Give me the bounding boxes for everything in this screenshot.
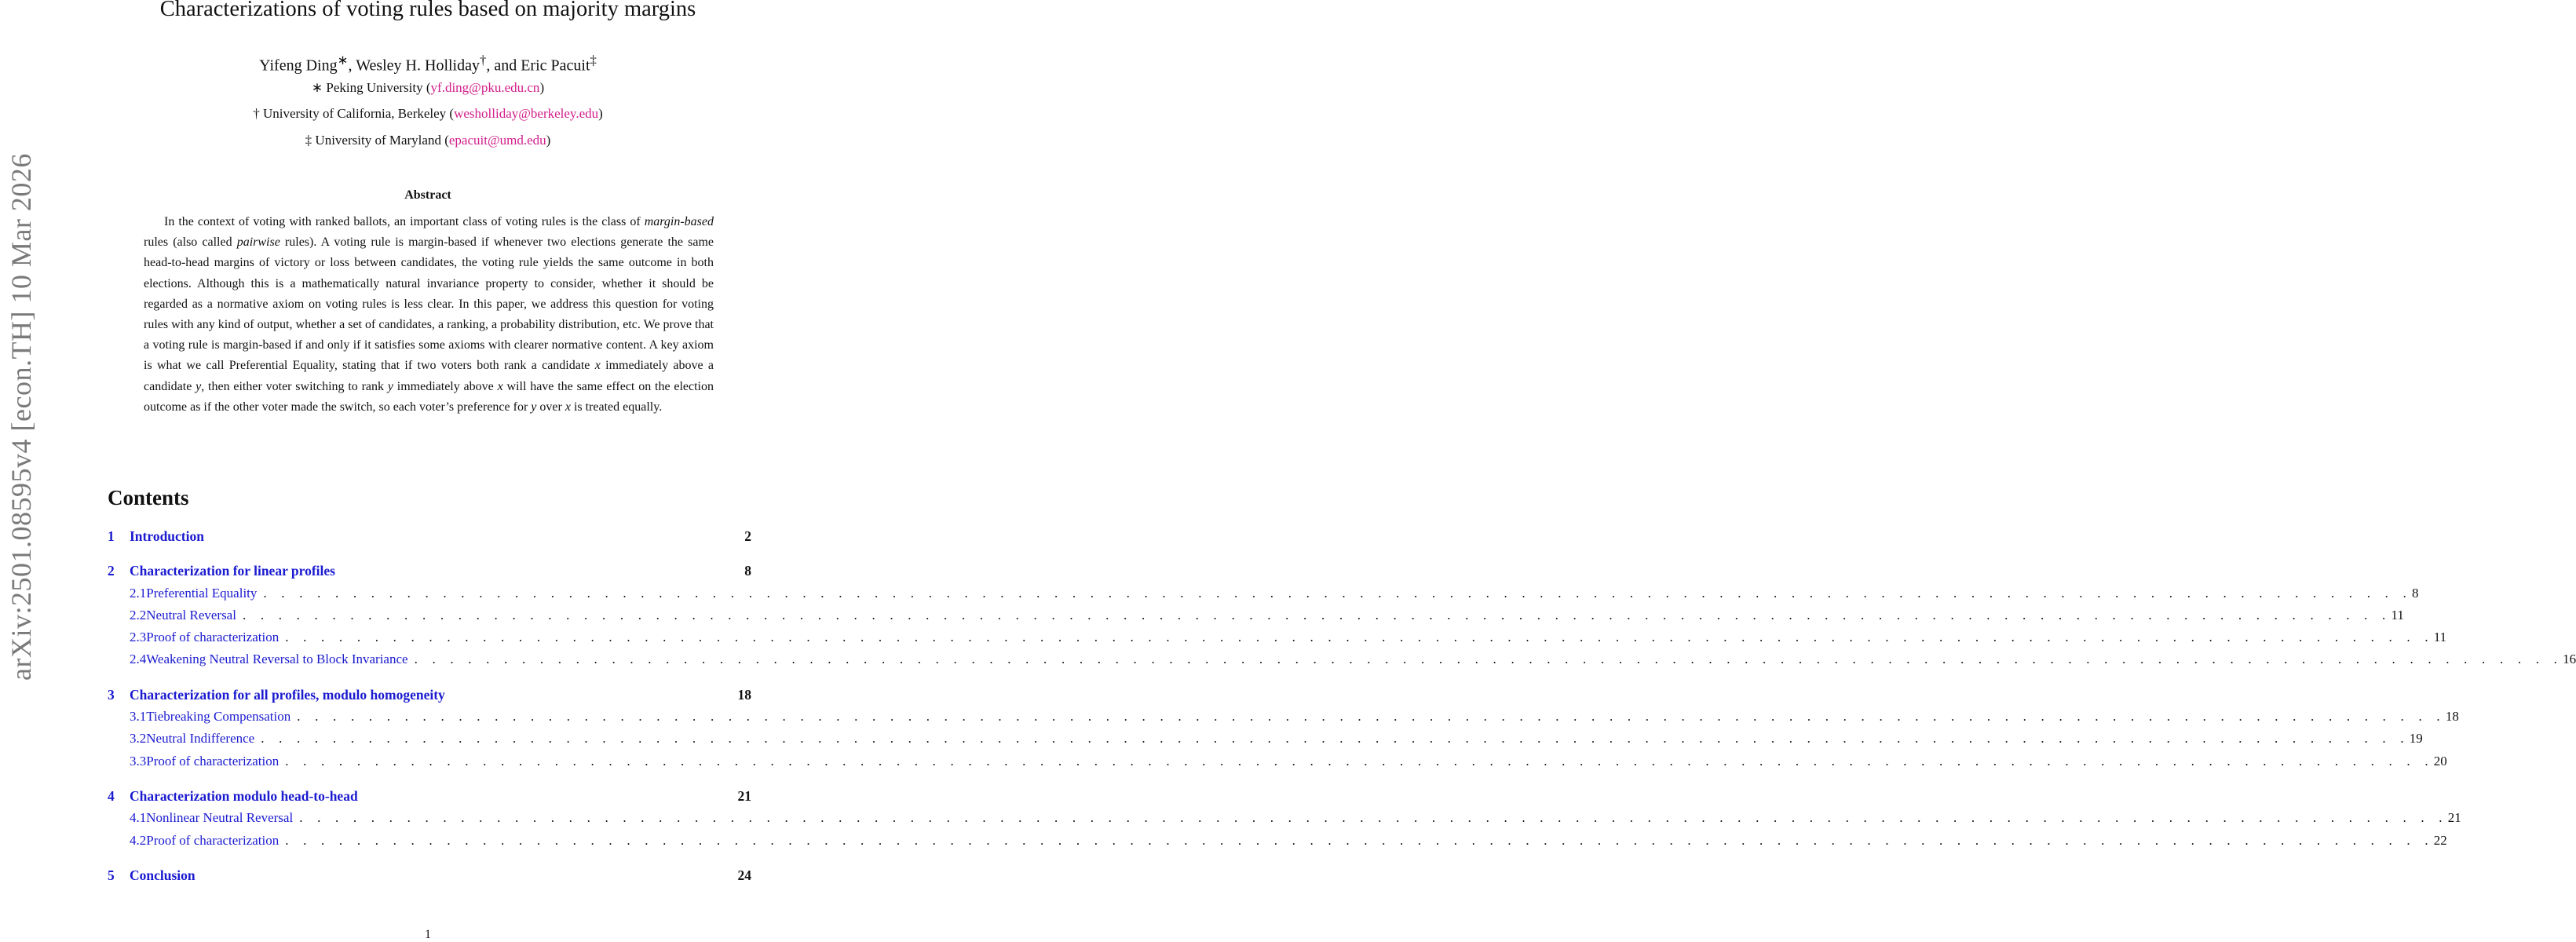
toc-section-entry[interactable] <box>108 563 751 585</box>
toc-subsection-number[interactable]: 3.1 <box>130 709 147 725</box>
toc-page-number: 16 <box>2563 652 2576 667</box>
toc-section-entry[interactable] <box>108 687 751 709</box>
affiliation-institution: Peking University <box>326 80 423 95</box>
toc-section-entry[interactable] <box>108 788 751 810</box>
toc-section <box>108 867 751 889</box>
affiliation-mark: ∗ <box>311 80 323 95</box>
toc-leader-dots: . . . . . . . . . . . . . . . . . . . . . . . . . . . . . . . . . . . . . . . . . . . . . . . . . . . . . . . . . . . . . . . . . . . . . . . . . . . . . . . . . . . . . . . . . . . . . . . . . . . . . . . . . . . . . . . . . . . . . . . . <box>263 585 2412 601</box>
toc-subsection-number[interactable]: 3.3 <box>130 753 147 769</box>
author-list: Yifeng Ding∗, Wesley H. Holliday†, and Eric Pacuit‡ <box>259 53 597 75</box>
toc-subsection-number[interactable]: 2.3 <box>130 630 147 645</box>
toc-section <box>108 787 2461 855</box>
toc-leader-dots: . . . . . . . . . . . . . . . . . . . . . . . . . . . . . . . . . . . . . . . . . . . . . . . . . . . . . . . . . . . . . . . . . . . . . . . . . . . . . . . . . . . . . . . . . . . . . . . . . . . . . . . . . . . . . . . . . . . . . . . . <box>285 832 2434 848</box>
toc-subsection-entry[interactable] <box>108 731 2423 753</box>
affiliation-mark: ‡ <box>305 133 312 148</box>
toc-page-number: 22 <box>2433 832 2447 848</box>
toc-section-number[interactable]: 2 <box>108 563 115 579</box>
toc-subsection-title[interactable]: Proof of characterization <box>146 630 280 645</box>
toc-page-number: 24 <box>737 867 751 883</box>
toc-subsection-entry[interactable] <box>108 652 2576 674</box>
toc-leader-dots: . . . . . . . . . . . . . . . . . . . . . . . . . . . . . . . . . . . . . . . . . . . . . . . . . . . . . . . . . . . . . . . . . . . . . . . . . . . . . . . . . . . . . . . . . . . . . . . . . . . . . . . . . . . . . . . . . . . . . . . . <box>242 607 2391 623</box>
toc-page-number: 20 <box>2433 753 2447 769</box>
toc-leader-dots: . . . . . . . . . . . . . . . . . . . . . . . . . . . . . . . . . . . . . . . . . . . . . . . . . . . . . . . . . . . . . . . . . . . . . . . . . . . . . . . . . . . . . . . . . . . . . . . . . . . . . . . . . . . . . . . . . . . . . . . . <box>297 709 2446 725</box>
toc-page-number: 18 <box>737 686 751 703</box>
toc-page-number: 18 <box>2445 709 2459 725</box>
toc-subsection-number[interactable]: 4.1 <box>130 810 147 826</box>
toc-subsection-title[interactable]: Proof of characterization <box>146 832 280 848</box>
toc-subsection-number[interactable]: 4.2 <box>130 832 147 848</box>
toc-page-number: 19 <box>2409 731 2423 747</box>
toc-subsection-title[interactable]: Nonlinear Neutral Reversal <box>146 810 294 826</box>
toc-subsection-entry[interactable] <box>108 810 2461 832</box>
affiliation-institution: University of Maryland <box>315 133 441 148</box>
toc-leader-dots: . . . . . . . . . . . . . . . . . . . . . . . . . . . . . . . . . . . . . . . . . . . . . . . . . . . . . . . . . . . . . . . . . . . . . . . . . . . . . . . . . . . . . . . . . . . . . . . . . . . . . . . . . . . . . . . . . . . . . . . . <box>414 652 2563 667</box>
toc-subsection-entry[interactable] <box>108 753 2447 776</box>
toc-section <box>108 528 751 550</box>
toc-section <box>108 686 2459 776</box>
contents-heading: Contents <box>108 486 189 509</box>
toc-subsection-number[interactable]: 2.2 <box>130 607 147 623</box>
arxiv-identifier: arXiv:2501.08595v4 [econ.TH] 10 Mar 2026 <box>5 153 37 681</box>
toc-page-number: 2 <box>744 528 751 544</box>
toc-page-number: 21 <box>737 787 751 804</box>
toc-page-number: 8 <box>2411 585 2419 601</box>
toc-subsection-title[interactable]: Weakening Neutral Reversal to Block Invariance <box>146 652 408 667</box>
toc-section-number[interactable]: 4 <box>108 787 115 804</box>
toc-subsection-entry[interactable] <box>108 709 2459 731</box>
toc-subsection-entry[interactable] <box>108 607 2404 630</box>
abstract-heading: Abstract <box>404 188 451 202</box>
affiliation: ‡ University of Maryland (epacuit@umd.edu) <box>305 133 551 148</box>
toc-leader-dots: . . . . . . . . . . . . . . . . . . . . . . . . . . . . . . . . . . . . . . . . . . . . . . . . . . . . . . . . . . . . . . . . . . . . . . . . . . . . . . . . . . . . . . . . . . . . . . . . . . . . . . . . . . . . . . . . . . . . . . . . <box>299 810 2448 826</box>
toc-page-number: 11 <box>2433 630 2447 645</box>
affiliation-institution: University of California, Berkeley <box>262 106 447 121</box>
toc-subsection-entry[interactable] <box>108 832 2447 855</box>
toc-page-number: 8 <box>744 563 751 579</box>
email-link[interactable]: epacuit@umd.edu <box>448 133 546 148</box>
page-number: 1 <box>425 928 431 941</box>
toc-subsection-number[interactable]: 3.2 <box>130 731 147 747</box>
toc-section-entry[interactable] <box>108 867 751 889</box>
toc-page-number: 11 <box>2391 607 2404 623</box>
toc-leader-dots: . . . . . . . . . . . . . . . . . . . . . . . . . . . . . . . . . . . . . . . . . . . . . . . . . . . . . . . . . . . . . . . . . . . . . . . . . . . . . . . . . . . . . . . . . . . . . . . . . . . . . . . . . . . . . . . . . . . . . . . . <box>285 753 2434 769</box>
toc-subsection-number[interactable]: 2.1 <box>130 585 147 601</box>
toc-section-title[interactable]: Characterization for linear profiles <box>130 563 335 579</box>
author-name: Eric Pacuit <box>521 57 590 75</box>
arxiv-side-stamp <box>5 138 37 696</box>
toc-section-entry[interactable] <box>108 528 751 550</box>
author-mark: ∗ <box>337 53 349 68</box>
author-name: Wesley H. Holliday <box>356 57 480 75</box>
author-mark: ‡ <box>590 53 597 68</box>
toc-subsection-title[interactable]: Neutral Reversal <box>146 607 236 623</box>
toc-section-number[interactable]: 3 <box>108 686 115 703</box>
toc-section-title[interactable]: Introduction <box>130 528 204 544</box>
toc-leader-dots: . . . . . . . . . . . . . . . . . . . . . . . . . . . . . . . . . . . . . . . . . . . . . . . . . . . . . . . . . . . . . . . . . . . . . . . . . . . . . . . . . . . . . . . . . . . . . . . . . . . . . . . . . . . . . . . . . . . . . . . . <box>285 630 2434 645</box>
affiliation-mark: † <box>253 106 260 121</box>
email-link[interactable]: yf.ding@pku.edu.cn <box>430 80 540 95</box>
toc-section-title[interactable]: Characterization for all profiles, modulo homogeneity <box>130 686 445 703</box>
toc-subsection-entry[interactable] <box>108 630 2447 652</box>
toc-subsection-title[interactable]: Preferential Equality <box>146 585 258 601</box>
abstract-body: In the context of voting with ranked ballots, an important class of voting rules is the class of margin-based rules (also called pairwise rules). A voting rule is margin-based if whenever two elections generate the same head-to-head margins of victory or loss between candidates, the voting rule yields the same outcome in both elections. Although this is a mathematically natural invariance property to consider, whether it should be regarded as a normative axiom on voting rules is less clear. In this paper, we address this question for voting rules with any kind of output, whether a set of candidates, a ranking, a probability distribution, etc. We prove that a voting rule is margin-based if and only if it satisfies some axioms with clearer normative content. A key axiom is what we call Preferential Equality, stating that if two voters both rank a candidate x immediately above a candidate y, then either voter switching to rank y immediately above x will have the same effect on the election outcome as if the other voter made the switch, so each voter’s preference for y over x is treated equally. <box>144 215 714 414</box>
toc-subsection-title[interactable]: Neutral Indifference <box>146 731 255 747</box>
toc-section-title[interactable]: Conclusion <box>130 867 195 883</box>
toc-page-number: 21 <box>2447 810 2461 826</box>
toc-leader-dots: . . . . . . . . . . . . . . . . . . . . . . . . . . . . . . . . . . . . . . . . . . . . . . . . . . . . . . . . . . . . . . . . . . . . . . . . . . . . . . . . . . . . . . . . . . . . . . . . . . . . . . . . . . . . . . . . . . . . . . . . <box>261 731 2410 747</box>
affiliation: † University of California, Berkeley (wesholliday@berkeley.edu) <box>253 106 603 121</box>
affiliation: ∗ Peking University (yf.ding@pku.edu.cn) <box>311 80 545 95</box>
author-name: Yifeng Ding <box>259 57 338 75</box>
author-mark: † <box>480 53 487 68</box>
email-link[interactable]: wesholliday@berkeley.edu <box>454 106 599 121</box>
toc-section-title[interactable]: Characterization modulo head-to-head <box>130 787 358 804</box>
toc-subsection-title[interactable]: Proof of characterization <box>146 753 280 769</box>
toc-section-number[interactable]: 1 <box>108 528 115 544</box>
paper-title: Characterizations of voting rules based on majority margins <box>159 0 696 21</box>
toc-subsection-entry[interactable] <box>108 585 2419 608</box>
toc-subsection-title[interactable]: Tiebreaking Compensation <box>146 709 291 725</box>
toc-subsection-number[interactable]: 2.4 <box>130 652 147 667</box>
toc-section-number[interactable]: 5 <box>108 867 115 883</box>
toc-section <box>108 563 2576 674</box>
table-of-contents <box>108 528 2576 902</box>
